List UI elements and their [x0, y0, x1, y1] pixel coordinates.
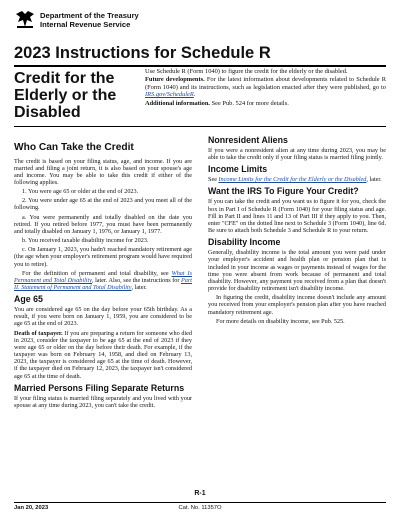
who-item-b: b. You received taxable disability income for 2023. — [22, 237, 149, 245]
future-text: For the latest information about developments related to Schedule R (Form 1040) and its instructions, such as legislation enacted after they were published, go to — [145, 76, 386, 91]
age-paragraph: You are considered age 65 on the day before your 65th birthday. As a result, if you were born on January 1, 1959, you are considered to be age 65 at the end of 2023. — [14, 306, 192, 328]
who-item-c: c. On January 1, 2023, you hadn't reached mandatory retirement age (the age when your employer's retirement program would have required you to retire). — [14, 246, 192, 268]
future-end: . — [193, 91, 196, 99]
income-text-a: See — [208, 176, 219, 184]
permanent-disability-link[interactable]: What Is Permanent and Total Disability — [14, 269, 192, 284]
agency-name — [40, 11, 139, 29]
future-label: Future developments. — [145, 76, 205, 84]
income-text-b: , later. — [366, 176, 382, 184]
catalog-number: Cat. No. 11357O — [178, 505, 222, 511]
left-column — [14, 142, 192, 411]
who-item-a: a. You were permanently and totally disabled on the date you retired. If you retired before 1977, you must have been permanently and totally disabled on January 1, 1976, or January 1, 1977. — [14, 213, 192, 235]
death-text: If you are preparing a return for someone who died in 2023, consider the taxpayer to be age 65 at the end of 2023 if they were age 65 or older on the day before their death. For example, if the taxpayer was born on February 14, 1958, and died on February 13, 2023, the taxpayer is considered age 65 at the time of death. However, if the taxpayer died on February 12, 2023, the taxpayer isn't considered age 65 at the time of death. — [14, 329, 193, 380]
page-number: R-1 — [194, 490, 206, 497]
who-paragraph: The credit is based on your filing status, age, and income. If you are married and filing a joint return, it is also based on your spouse's age and income. You may be able to take this credit if either of the following applies. — [14, 157, 192, 186]
title-rule — [14, 65, 386, 67]
who-def-text-c: , later. — [131, 284, 147, 291]
nonresident-paragraph: If you were a nonresident alien at any time during 2023, you may be able to take the credit only if your filing status is married filing jointly. — [208, 147, 386, 162]
intro-paragraph: Use Schedule R (Form 1040) to figure the credit for the elderly or the disabled. — [145, 68, 348, 75]
disability-income-heading: Disability Income — [208, 237, 281, 248]
dept-line-2: Internal Revenue Service — [40, 20, 131, 29]
additional-info — [145, 100, 386, 107]
irs-eagle-icon — [14, 8, 36, 30]
credit-title: Credit for the Elderly or the Disabled — [14, 70, 117, 121]
irs-logo — [14, 8, 139, 36]
who-def-text-a: For the definition of permanent and total disability, see — [22, 269, 172, 277]
footer-rule — [14, 502, 386, 503]
section-rule — [14, 126, 386, 127]
additional-text: See Pub. 524 for more details. — [209, 99, 289, 107]
income-paragraph — [208, 176, 386, 183]
income-heading: Income Limits — [208, 164, 268, 175]
dept-line-1: Department of the Treasury — [40, 11, 139, 20]
schedule-r-link[interactable]: IRS.gov/ScheduleR — [145, 91, 194, 99]
part-ii-link[interactable]: Part II. Statement of Permanent and Total Disability — [14, 276, 193, 291]
who-heading: Who Can Take the Credit — [14, 142, 134, 153]
additional-label: Additional information. — [145, 99, 210, 107]
married-heading: Married Persons Filing Separate Returns — [14, 382, 185, 393]
disability-paragraph-1: Generally, disability income is the total amount you were paid under your employer's accident and health plan or pension plan that is included in your income as wages or payments instead of wages for the time you were absent from work because of permanent and total disability. However, any payment you received from a plan that doesn't provide for disability retirement isn't disability income. — [208, 249, 386, 293]
right-column — [208, 135, 386, 327]
intro-block — [145, 68, 386, 108]
nonresident-heading: Nonresident Aliens — [208, 135, 288, 145]
married-paragraph: If your filing status is married filing separately and you lived with your spouse at any time during 2023, you can't take the credit. — [14, 394, 192, 409]
who-definition — [14, 270, 192, 291]
income-limits-link[interactable]: Income Limits for the Credit for the Elderly or the Disabled — [218, 176, 367, 184]
figure-credit-heading: Want the IRS To Figure Your Credit? — [208, 186, 359, 197]
document-title: 2023 Instructions for Schedule R — [14, 44, 271, 62]
death-paragraph — [14, 330, 192, 380]
figure-credit-paragraph: If you can take the credit and you want us to figure it for you, check the box in Part I of Schedule R (Form 1040) for your filing status and age. Fill in Part II and lines 11 and 13 of Part III if they apply to you. Then, enter "CFE" on the dotted line next to Schedule 3 (Form 1040), line 6d. Be sure to attach both Schedule 3 and Schedule R to your return. — [208, 198, 386, 235]
death-label: Death of taxpayer. — [14, 329, 63, 337]
disability-paragraph-3: For more details on disability income, see Pub. 525. — [216, 317, 345, 325]
disability-paragraph-2: In figuring the credit, disability income doesn't include any amount you received from your employer's pension plan after you have reached mandatory retirement age. — [208, 294, 386, 316]
future-developments — [145, 76, 386, 98]
who-item-2: 2. You were under age 65 at the end of 2023 and you meet all of the following. — [14, 197, 192, 212]
footer-date: Jan 20, 2023 — [14, 505, 49, 511]
who-def-text-b: , later. Also, see the instructions for — [91, 276, 181, 284]
age-heading: Age 65 — [14, 294, 43, 305]
who-item-1: 1. You were age 65 or older at the end of 2023. — [22, 188, 139, 196]
